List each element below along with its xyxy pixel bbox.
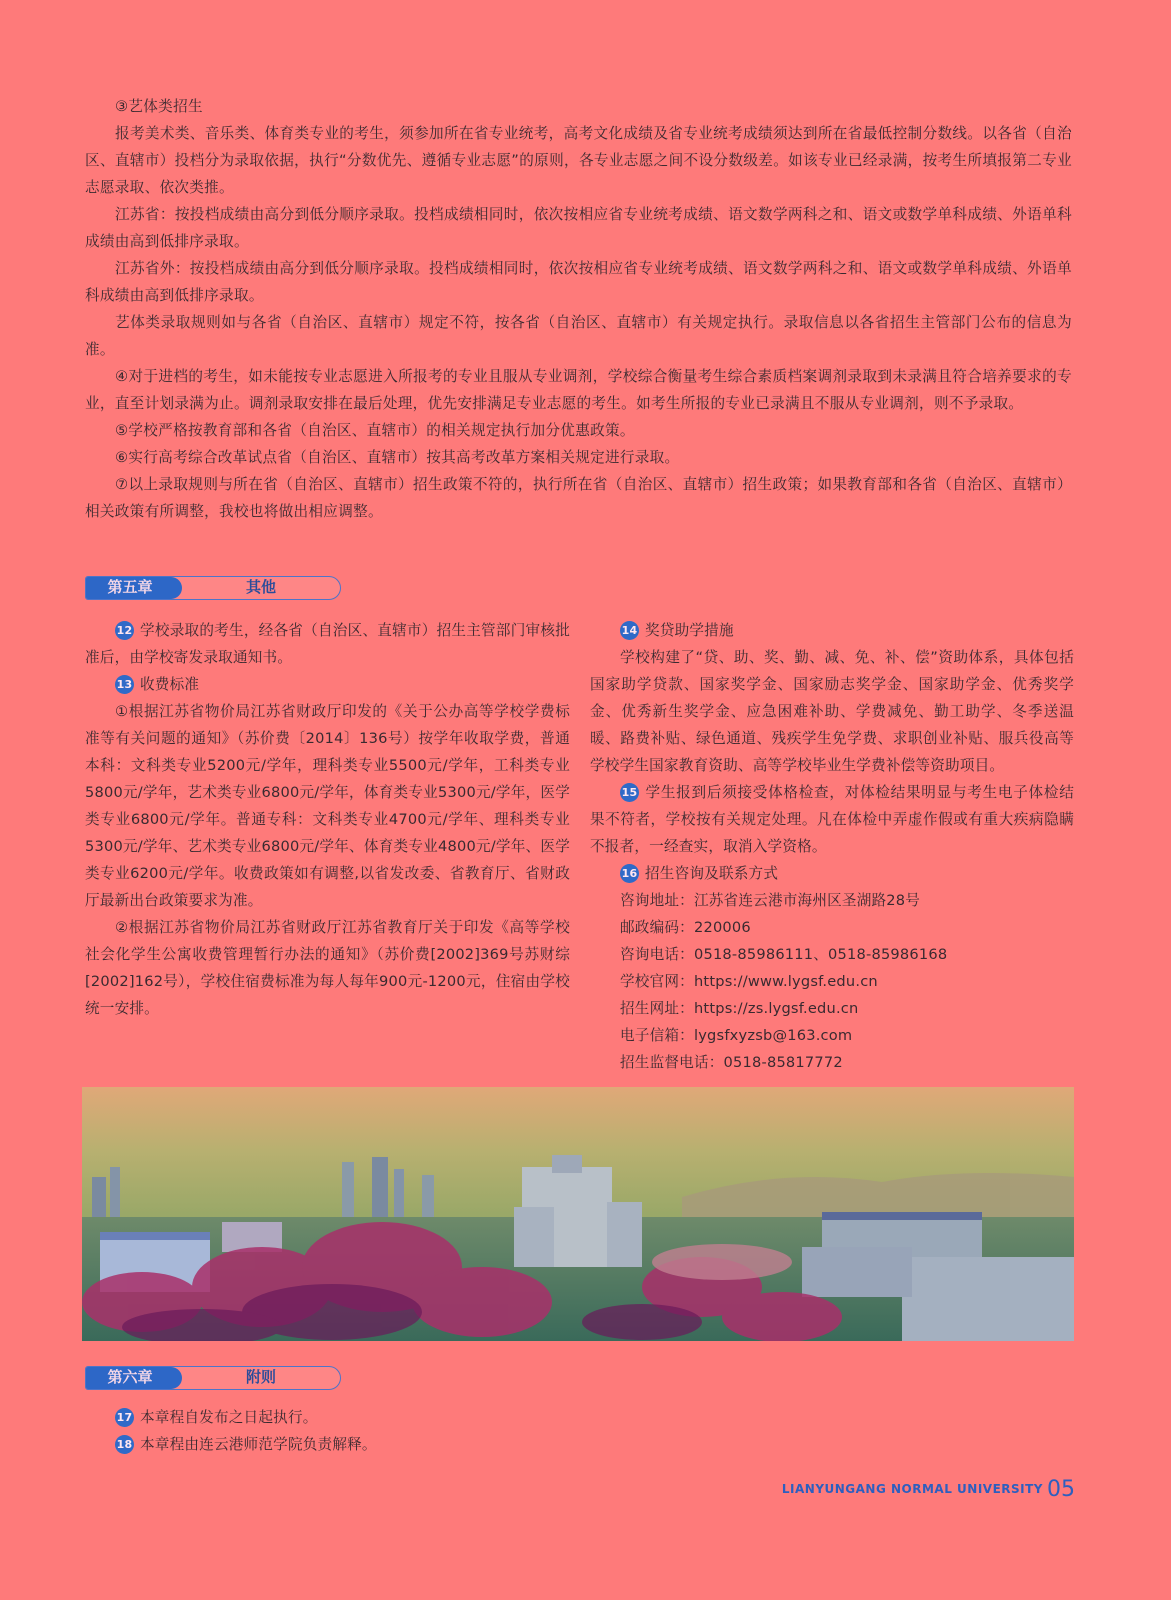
chapter-five-header [85, 576, 341, 600]
paragraph-reform-provinces: ⑥实行高考综合改革试点省（自治区、直辖市）按其高考改革方案相关规定进行录取。 [115, 449, 680, 466]
contact-website: 学校官网：https://www.lygsf.edu.cn [620, 973, 878, 990]
chapter-number: 第六章 [86, 1367, 182, 1389]
chapter-number: 第五章 [86, 577, 182, 599]
number-badge: 16 [620, 864, 639, 883]
item-18-text: 本章程由连云港师范学院负责解释。 [140, 1436, 377, 1453]
item-13-title: 收费标准 [140, 676, 200, 693]
tuition-paragraph: ①根据江苏省物价局江苏省财政厅印发的《关于公办高等学校学费标准等有关问题的通知》（苏价费〔2014〕136号）按学年收取学费，普通本科：文科类专业5200元/学年，理科类专业5500元/学年，工科类专业5800元/学年，艺术类专业6800元/学年，体育类专业5300元/学年，医学类专业6800元/学年。普通专科：文科类专业4700元/学年、理科类专业5300元/学年、艺术类专业6800元/学年、体育类专业4800元/学年、医学类专业6200元/学年。收费政策如有调整,以省发改委、省教育厅、省财政厅最新出台政策要求为准。 [85, 703, 570, 909]
paragraph-adjustment-rule: ④对于进档的考生，如未能按专业志愿进入所报考的专业且服从专业调剂，学校综合衡量考生综合素质档案调剂录取到未录满且符合培养要求的专业，直至计划录满为止。调剂录取安排在最后处理，优先安排满足专业志愿的考生。如考生所报的专业已录满且不服从专业调剂，则不予录取。 [85, 368, 1072, 412]
right-column [590, 617, 1074, 1076]
number-badge: 18 [115, 1435, 134, 1454]
bottom-items [85, 1404, 685, 1458]
item-15 [590, 779, 1074, 860]
item-17 [85, 1404, 685, 1431]
number-badge: 14 [620, 621, 639, 640]
paragraph-outside-jiangsu-rules: 江苏省外：按投档成绩由高分到低分顺序录取。投档成绩相同时，依次按相应省专业统考成绩、语文数学两科之和、语文或数学单科成绩、外语单科成绩由高到低排序录取。 [85, 260, 1072, 304]
contact-address: 咨询地址：江苏省连云港市海州区圣湖路28号 [620, 892, 921, 909]
chapter-six-header [85, 1366, 341, 1390]
page-number: 05 [1047, 1477, 1075, 1502]
left-column [85, 617, 570, 1022]
item-15-text: 学生报到后须接受体格检查，对体检结果明显与考生电子体检结果不符者，学校按有关规定处理。凡在体检中弄虚作假或有重大疾病隐瞒不报者，一经查实，取消入学资格。 [590, 784, 1074, 855]
number-badge: 13 [115, 675, 134, 694]
paragraph-policy-adjustment: ⑦以上录取规则与所在省（自治区、直辖市）招生政策不符的，执行所在省（自治区、直辖市）招生政策；如果教育部和各省（自治区、直辖市）相关政策有所调整，我校也将做出相应调整。 [85, 476, 1072, 520]
admission-rules-section [85, 93, 1072, 525]
number-badge: 15 [620, 783, 639, 802]
paragraph-art-sports-rules: 报考美术类、音乐类、体育类专业的考生，须参加所在省专业统考，高考文化成绩及省专业统考成绩须达到所在省最低控制分数线。以各省（自治区、直辖市）投档分为录取依据，执行“分数优先、遵循专业志愿”的原则，各专业志愿之间不设分数级差。如该专业已经录满，按考生所填报第二专业志愿录取、依次类推。 [85, 125, 1072, 196]
paragraph-bonus-policy: ⑤学校严格按教育部和各省（自治区、直辖市）的相关规定执行加分优惠政策。 [115, 422, 635, 439]
financial-aid-paragraph: 学校构建了“贷、助、奖、勤、减、免、补、偿”资助体系，具体包括国家助学贷款、国家奖学金、国家励志奖学金、国家助学金、优秀奖学金、优秀新生奖学金、应急困难补助、学费减免、勤工助学、冬季送温暖、路费补贴、绿色通道、残疾学生免学费、求职创业补贴、服兵役高等学校学生国家教育资助、高等学校毕业生学费补偿等资助项目。 [590, 649, 1074, 774]
contact-email: 电子信箱：lygsfxyzsb@163.com [620, 1027, 853, 1044]
item-14-title: 奖贷助学措施 [645, 622, 734, 639]
contact-phone: 咨询电话：0518-85986111、0518-85986168 [620, 946, 948, 963]
item-14-heading [590, 617, 1074, 644]
accommodation-paragraph: ②根据江苏省物价局江苏省财政厅江苏省教育厅关于印发《高等学校社会化学生公寓收费管理暂行办法的通知》（苏价费[2002]369号苏财综[2002]162号），学校住宿费标准为每人每年900元-1200元，住宿由学校统一安排。 [85, 919, 570, 1017]
item-18 [85, 1431, 685, 1458]
paragraph-jiangsu-rules: 江苏省：按投档成绩由高分到低分顺序录取。投档成绩相同时，依次按相应省专业统考成绩、语文数学两科之和、语文或数学单科成绩、外语单科成绩由高到低排序录取。 [85, 206, 1072, 250]
paragraph-art-sports-note: 艺体类录取规则如与各省（自治区、直辖市）规定不符，按各省（自治区、直辖市）有关规定执行。录取信息以各省招生主管部门公布的信息为准。 [85, 314, 1072, 358]
item-16-title: 招生咨询及联系方式 [645, 865, 779, 882]
number-badge: 17 [115, 1408, 134, 1427]
chapter-title: 其他 [245, 578, 276, 596]
item-12 [85, 617, 570, 671]
paragraph-art-sports-heading: ③艺体类招生 [115, 98, 203, 115]
item-16-heading [590, 860, 1074, 887]
item-13-heading [85, 671, 570, 698]
contact-admission-site: 招生网址：https://zs.lygsf.edu.cn [620, 1000, 859, 1017]
item-17-text: 本章程自发布之日起执行。 [140, 1409, 318, 1426]
campus-panorama-image [82, 1087, 1074, 1341]
footer-university-name: LIANYUNGANG NORMAL UNIVERSITY [781, 1482, 1043, 1496]
number-badge: 12 [115, 621, 134, 640]
chapter-title: 附则 [245, 1368, 276, 1386]
item-12-text: 学校录取的考生，经各省（自治区、直辖市）招生主管部门审核批准后，由学校寄发录取通知书。 [85, 622, 570, 666]
contact-supervision-phone: 招生监督电话：0518-85817772 [620, 1054, 843, 1071]
contact-postcode: 邮政编码：220006 [620, 919, 751, 936]
